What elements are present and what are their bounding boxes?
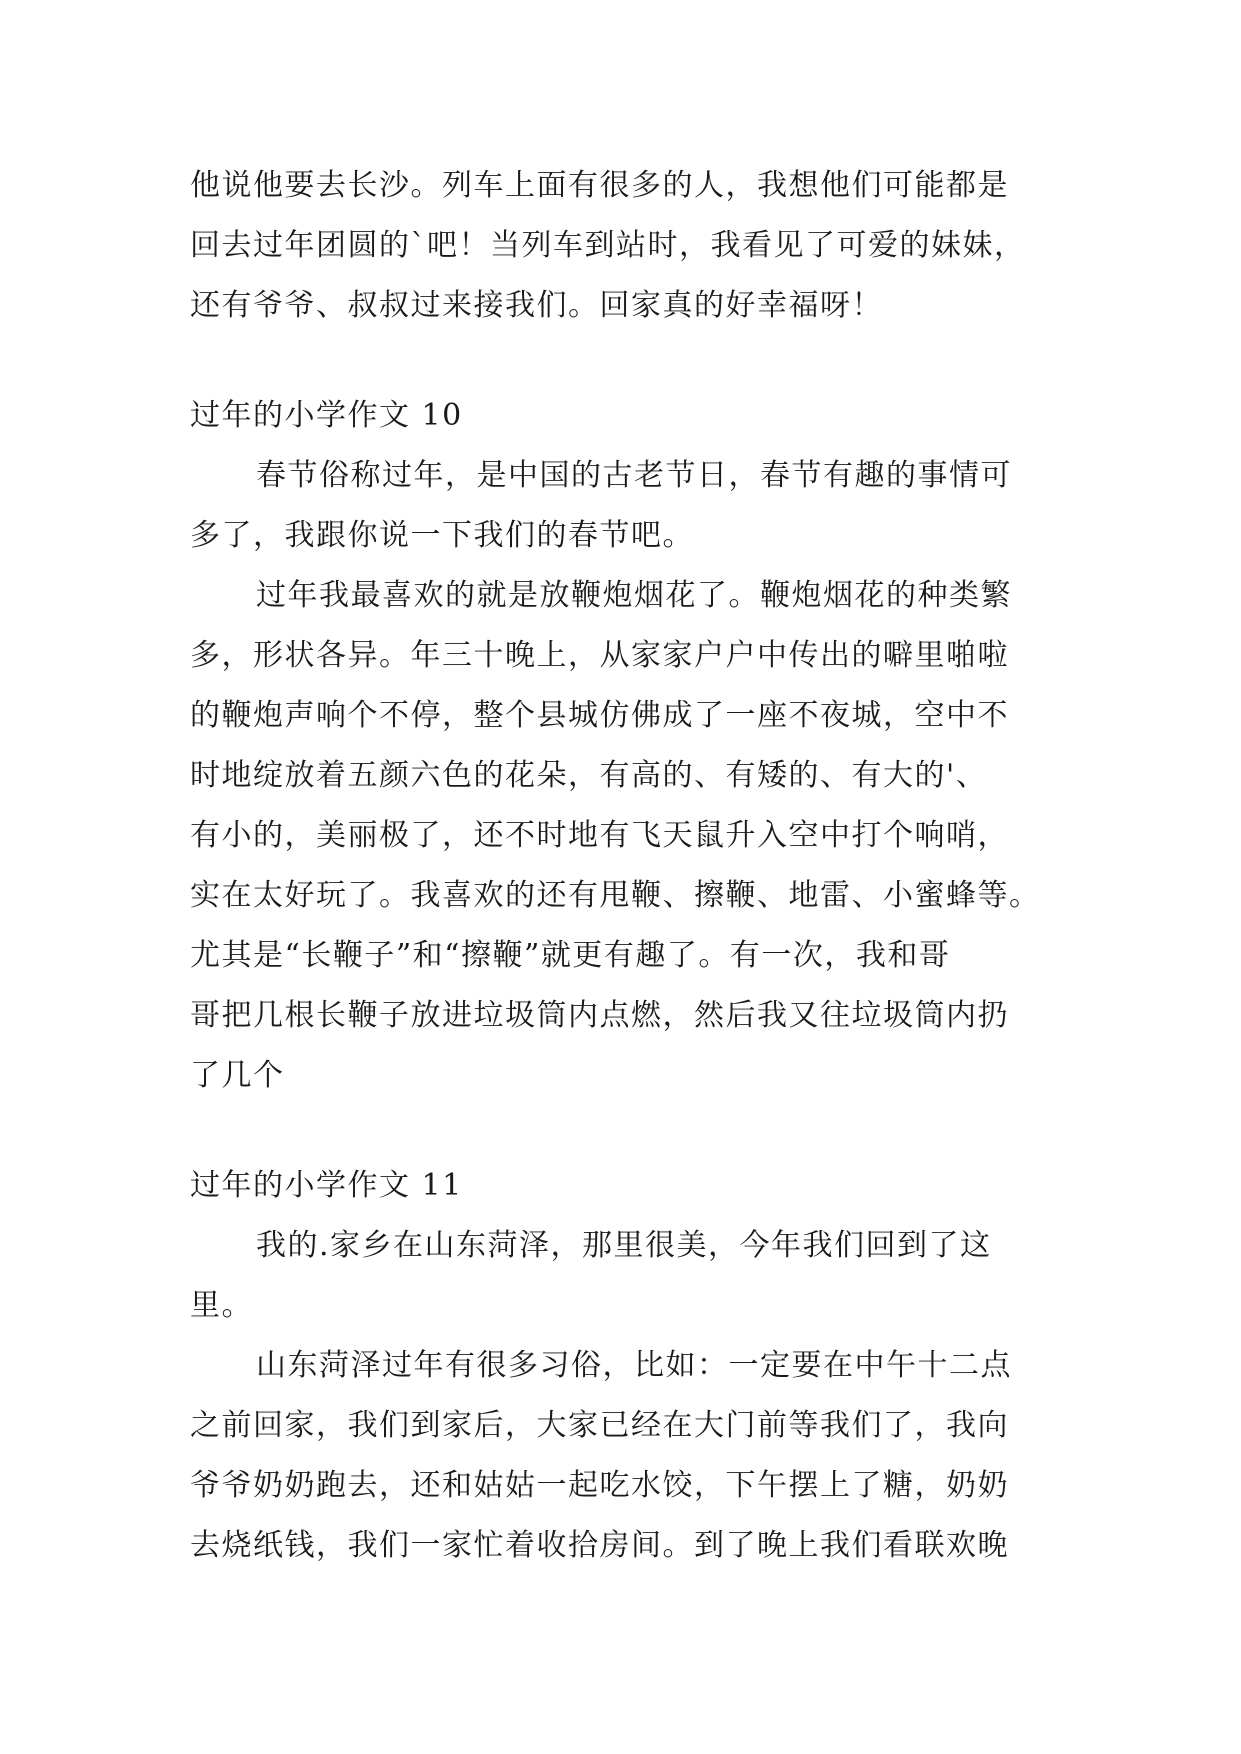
- text-line: 哥把几根长鞭子放进垃圾筒内点燃，然后我又往垃圾筒内扔: [190, 998, 1009, 1033]
- text-line: 过年我最喜欢的就是放鞭炮烟花了。鞭炮烟花的种类繁: [256, 578, 1012, 613]
- text-line: 去烧纸钱，我们一家忙着收拾房间。到了晚上我们看联欢晚: [190, 1528, 1009, 1563]
- text-line: 时地绽放着五颜六色的花朵，有高的、有矮的、有大的'、: [190, 758, 988, 793]
- text-line: 多了，我跟你说一下我们的春节吧。: [190, 518, 694, 553]
- text-line: 山东菏泽过年有很多习俗，比如：一定要在中午十二点: [256, 1348, 1012, 1383]
- text-line: 里。: [190, 1288, 253, 1323]
- essay-title: 过年的小学作文 10: [190, 398, 463, 433]
- text-line: 有小的，美丽极了，还不时地有飞天鼠升入空中打个响哨，: [190, 818, 1009, 853]
- text-line: 爷爷奶奶跑去，还和姑姑一起吃水饺，下午摆上了糖，奶奶: [190, 1468, 1009, 1503]
- text-line: 春节俗称过年，是中国的古老节日，春节有趣的事情可: [256, 458, 1012, 493]
- text-line: 还有爷爷、叔叔过来接我们。回家真的好幸福呀！: [190, 288, 883, 323]
- text-line: 之前回家，我们到家后，大家已经在大门前等我们了，我向: [190, 1408, 1009, 1443]
- text-line: 了几个: [190, 1058, 285, 1093]
- text-line: 的鞭炮声响个不停，整个县城仿佛成了一座不夜城，空中不: [190, 698, 1009, 733]
- text-line: 我的.家乡在山东菏泽，那里很美，今年我们回到了这: [256, 1228, 992, 1263]
- text-line: 他说他要去长沙。列车上面有很多的人，我想他们可能都是: [190, 168, 1009, 203]
- text-line: 实在太好玩了。我喜欢的还有甩鞭、擦鞭、地雷、小蜜蜂等。: [190, 878, 1041, 913]
- text-line: 回去过年团圆的`吧！当列车到站时，我看见了可爱的妹妹，: [190, 228, 1026, 263]
- text-line: 尤其是“长鞭子”和“擦鞭”就更有趣了。有一次，我和哥: [190, 938, 951, 973]
- essay-title: 过年的小学作文 11: [190, 1168, 463, 1203]
- text-line: 多，形状各异。年三十晚上，从家家户户中传出的噼里啪啦: [190, 638, 1009, 673]
